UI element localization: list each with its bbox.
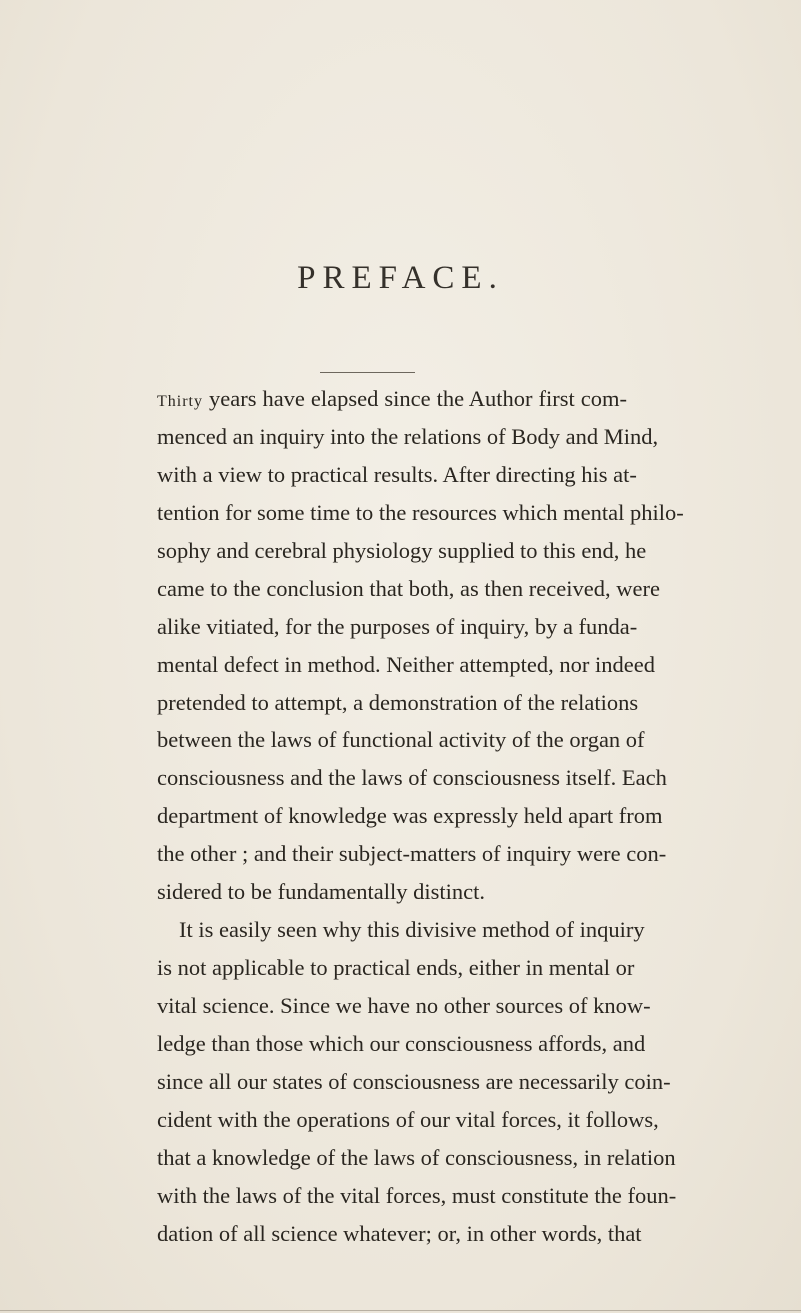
text-line: with the laws of the vital forces, must constitute the foun- [157, 1182, 677, 1208]
text-line: dation of all science whatever; or, in other words, that [157, 1220, 642, 1246]
text-line: consciousness and the laws of consciousness itself. Each [157, 765, 667, 791]
text-line: tention for some time to the resources which mental philo- [157, 499, 684, 525]
small-caps-lead: Thirty [157, 393, 203, 410]
text-line: between the laws of functional activity of the organ of [157, 727, 645, 753]
text-line: pretended to attempt, a demonstration of the relations [157, 689, 639, 715]
text-line: cident with the operations of our vital forces, it follows, [157, 1106, 659, 1132]
text-line: Thirty years have elapsed since the Author first com- [157, 386, 627, 411]
text-line: since all our states of consciousness are necessarily coin- [157, 1068, 671, 1094]
preface-body [157, 380, 684, 1253]
text-line: the other ; and their subject-matters of inquiry were con- [157, 841, 667, 867]
text-line: menced an inquiry into the relations of Body and Mind, [157, 423, 659, 449]
text-line: that a knowledge of the laws of consciousness, in relation [157, 1144, 676, 1170]
title-divider [320, 372, 415, 373]
text-line: mental defect in method. Neither attempted, nor indeed [157, 651, 655, 677]
page-title: PREFACE. [297, 260, 504, 296]
text-line: came to the conclusion that both, as then received, were [157, 575, 660, 601]
text-line: alike vitiated, for the purposes of inquiry, by a funda- [157, 613, 638, 639]
text-line: with a view to practical results. After directing his at- [157, 461, 637, 487]
text-line: sidered to be fundamentally distinct. [157, 879, 486, 905]
text-line: vital science. Since we have no other sources of know- [157, 993, 651, 1018]
text-line: department of knowledge was expressly held apart from [157, 803, 663, 829]
page-edge [0, 1310, 801, 1311]
text-line: ledge than those which our consciousness affords, and [157, 1030, 646, 1056]
text-line: sophy and cerebral physiology supplied to this end, he [157, 537, 647, 563]
text-line: It is easily seen why this divisive method of inquiry [179, 917, 645, 943]
text-line: is not applicable to practical ends, either in mental or [157, 955, 635, 981]
